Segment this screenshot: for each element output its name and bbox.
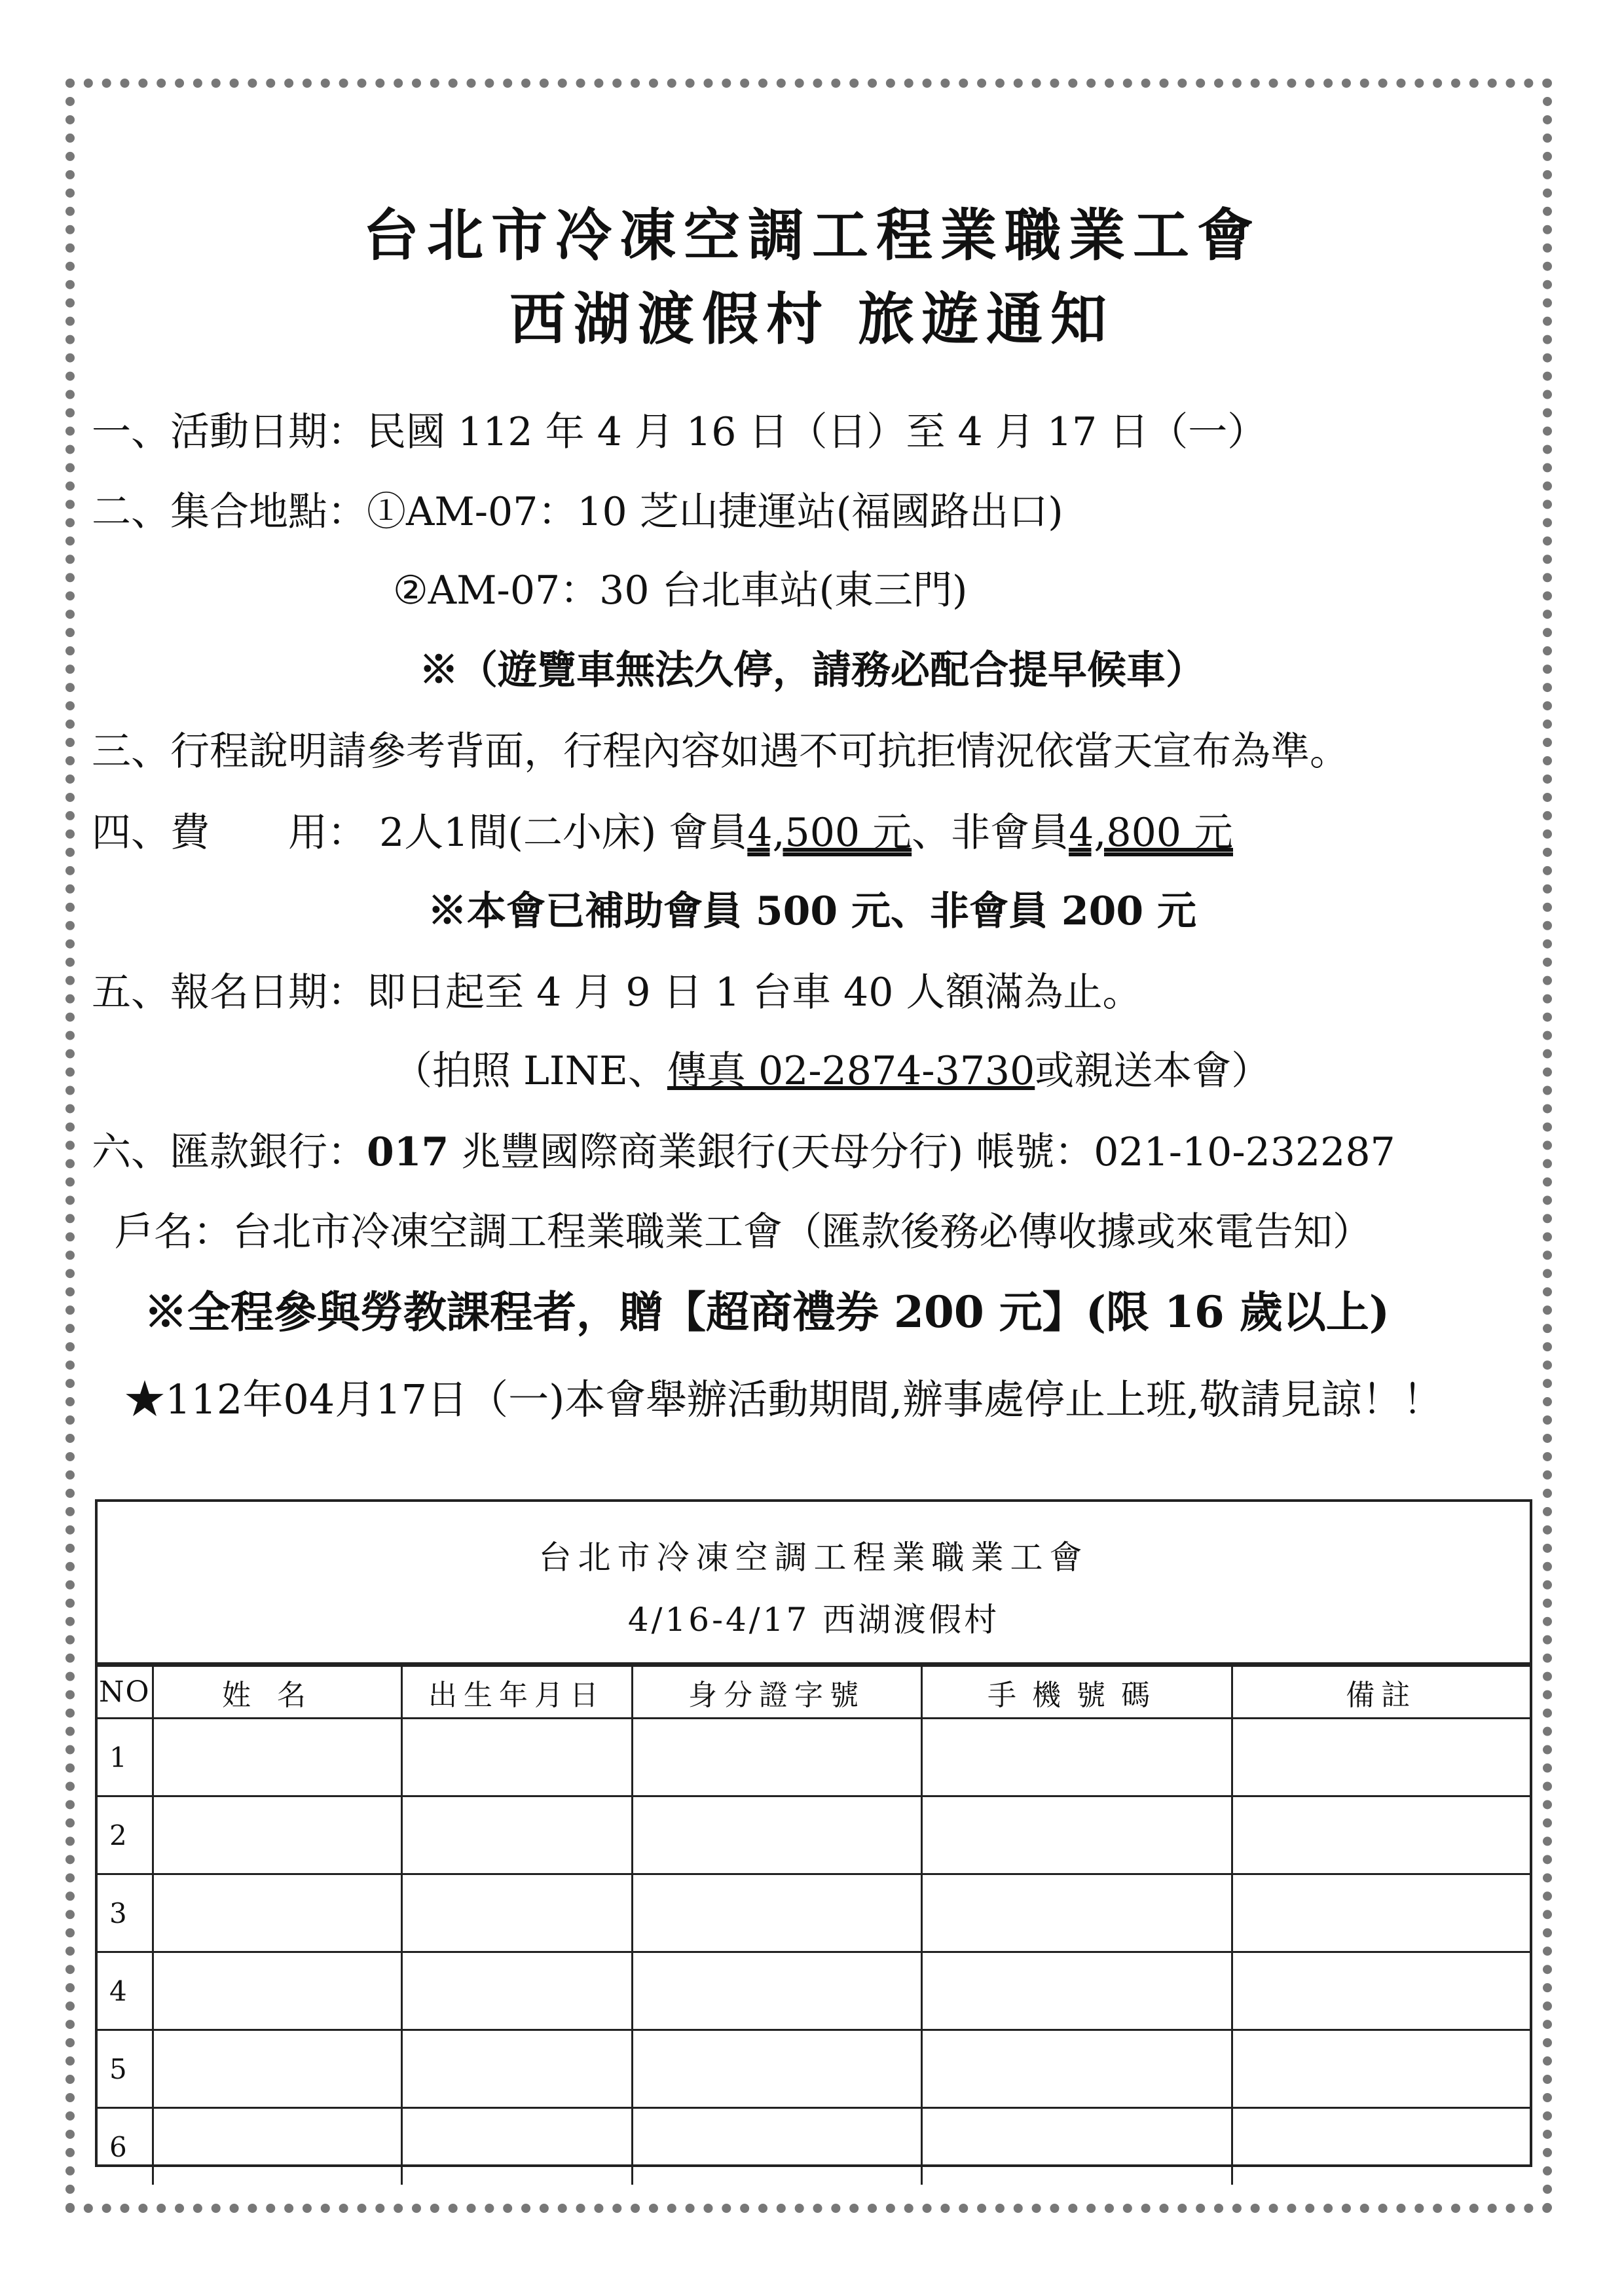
name-cell[interactable] [153,2030,401,2108]
table-row [98,1874,1530,1952]
id-cell[interactable] [632,1796,921,1874]
birthdate-cell[interactable] [401,2108,632,2185]
table-row [98,1796,1530,1874]
fee-label: 四、費 用： 2人1間(二小床) 會員 [92,810,748,856]
remarks-cell[interactable] [1232,1796,1530,1874]
form-title: 台北市冷凍空調工程業職業工會 [538,1539,1089,1576]
mobile-cell[interactable] [921,2030,1232,2108]
signup-line: （拍照 LINE、 [393,1048,667,1094]
table-row [98,1952,1530,2030]
col-mobile: 手機號碼 [921,1666,1232,1719]
fee-separator: 、非會員 [912,810,1069,856]
name-cell[interactable] [153,1796,401,1874]
birthdate-cell[interactable] [401,2030,632,2108]
subsidy-note: ※本會已補助會員 500 元、非會員 200 元 [427,888,1197,934]
name-cell[interactable] [153,1952,401,2030]
table-row [98,1719,1530,1796]
table-row [98,2108,1530,2185]
id-cell[interactable] [632,1874,921,1952]
col-remarks: 備註 [1232,1666,1530,1719]
meeting-point-2: ②AM-07：30 台北車站(東三門) [393,568,968,613]
fee-line [92,807,1233,859]
remarks-cell[interactable] [1232,1952,1530,2030]
form-header [98,1502,1530,1665]
office-closure-notice: ★112年04月17日（一)本會舉辦活動期間,辦事處停止上班,敬請見諒！！ [124,1376,1443,1423]
name-cell[interactable] [153,2108,401,2185]
remarks-cell[interactable] [1232,1874,1530,1952]
fee-member: 4,500 元 [747,810,912,856]
birthdate-cell[interactable] [401,1796,632,1874]
col-no: NO [98,1666,153,1719]
table-header-row [98,1666,1530,1719]
itinerary-note: 三、行程說明請參考背面，行程內容如遇不可抗拒情況依當天宣布為準。 [92,729,1349,774]
name-cell[interactable] [153,1719,401,1796]
bank-info [92,1126,1395,1178]
meeting-note: ※（遊覽車無法久停，請務必配合提早候車） [419,647,1205,693]
remarks-cell[interactable] [1232,1719,1530,1796]
birthdate-cell[interactable] [401,1874,632,1952]
row-number: 3 [98,1874,153,1952]
table-row [98,2030,1530,2108]
mobile-cell[interactable] [921,1874,1232,1952]
remarks-cell[interactable] [1232,2108,1530,2185]
signup-methods [393,1045,1270,1097]
col-name: 姓名 [153,1666,401,1719]
activity-date: 一、活動日期：民國 112 年 4 月 16 日（日）至 4 月 17 日（一） [92,409,1267,455]
bank-account: 兆豐國際商業銀行(天母分行) 帳號：021-10-232287 [449,1129,1395,1175]
mobile-cell[interactable] [921,2108,1232,2185]
fee-nonmember: 4,800 元 [1069,810,1233,856]
row-number: 2 [98,1796,153,1874]
signup-date: 五、報名日期：即日起至 4 月 9 日 1 台車 40 人額滿為止。 [92,970,1142,1015]
birthdate-cell[interactable] [401,1952,632,2030]
mobile-cell[interactable] [921,1719,1232,1796]
form-subtitle: 4/16-4/17 西湖渡假村 [627,1601,1000,1639]
mobile-cell[interactable] [921,1952,1232,2030]
remarks-cell[interactable] [1232,2030,1530,2108]
mobile-cell[interactable] [921,1796,1232,1874]
row-number: 4 [98,1952,153,2030]
bank-label: 六、匯款銀行： [92,1129,367,1175]
id-cell[interactable] [632,1719,921,1796]
voucher-note: ※全程參與勞教課程者，贈【超商禮券 200 元】(限 16 歲以上) [144,1286,1390,1338]
bank-code: 017 [367,1129,449,1175]
document-subtitle: 西湖渡假村 旅遊通知 [509,287,1115,352]
row-number: 5 [98,2030,153,2108]
registration-table [98,1665,1530,2185]
row-number: 6 [98,2108,153,2185]
id-cell[interactable] [632,2108,921,2185]
name-cell[interactable] [153,1874,401,1952]
row-number: 1 [98,1719,153,1796]
document-title: 台北市冷凍空調工程業職業工會 [363,203,1261,268]
id-cell[interactable] [632,1952,921,2030]
fax-number: 傳真 02-2874-3730 [667,1048,1035,1094]
meeting-point-1: 二、集合地點：①AM-07：10 芝山捷運站(福國路出口) [92,489,1063,535]
col-birthdate: 出生年月日 [401,1666,632,1719]
account-name: 戶名：台北市冷凍空調工程業職業工會（匯款後務必傳收據或來電告知） [115,1209,1372,1255]
birthdate-cell[interactable] [401,1719,632,1796]
registration-form [95,1499,1532,2167]
col-id-number: 身分證字號 [632,1666,921,1719]
id-cell[interactable] [632,2030,921,2108]
signup-delivery: 或親送本會） [1035,1048,1271,1094]
